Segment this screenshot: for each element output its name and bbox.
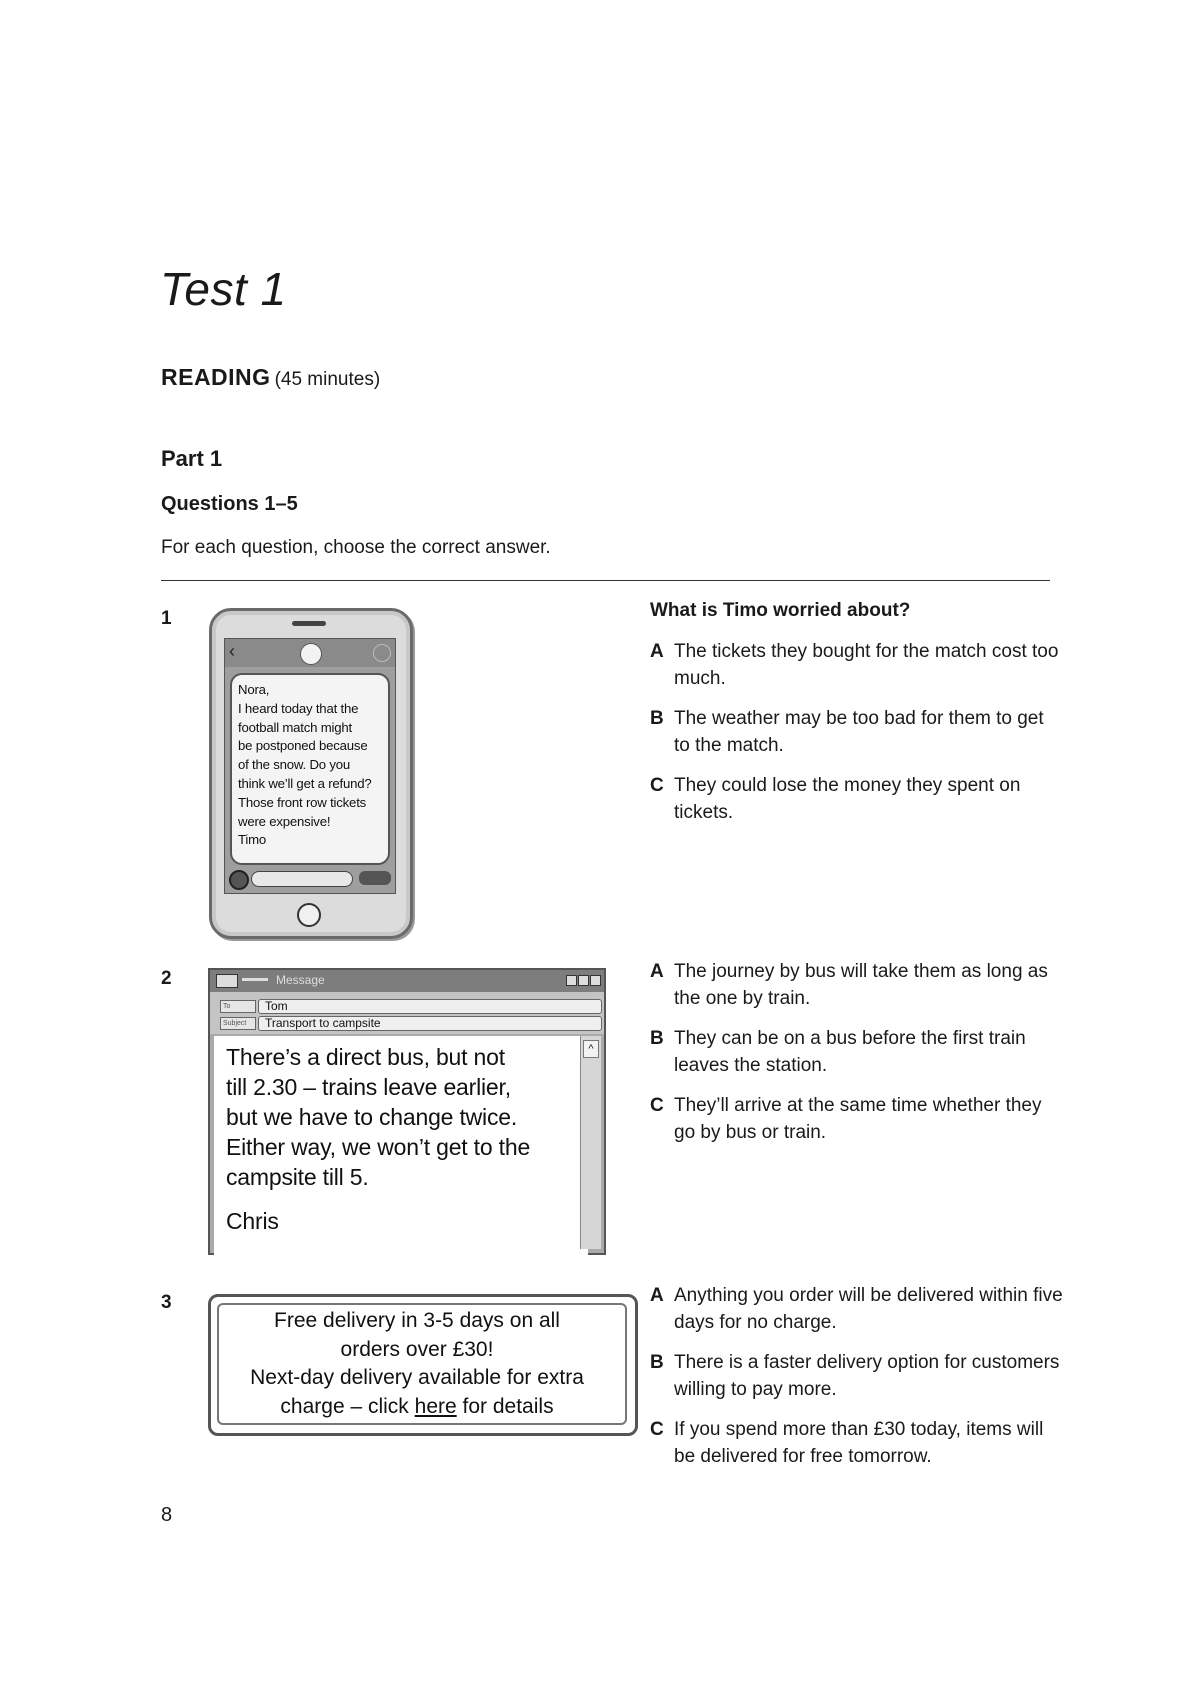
email-signature: Chris (226, 1208, 279, 1234)
option-text: The weather may be too bad for them to get to the match. (674, 708, 1044, 756)
option-letter: B (650, 708, 664, 729)
notice-line: orders over £30! (340, 1337, 494, 1361)
delivery-notice-image (208, 1294, 638, 1436)
email-message-image (208, 968, 606, 1255)
option-text: They could lose the money they spent on tickets. (674, 775, 1021, 823)
message-line: Timo (238, 832, 267, 848)
section-heading (161, 364, 380, 391)
message-line: I heard today that the (238, 700, 359, 716)
questions-range: Questions 1–5 (161, 493, 298, 515)
section-duration: (45 minutes) (274, 369, 381, 390)
option-text: They can be on a bus before the first train leaves the station. (674, 1028, 1026, 1076)
email-body-line: Either way, we won’t get to the (226, 1134, 531, 1160)
message-line: football match might (238, 719, 353, 735)
notice-text: for details (456, 1394, 554, 1418)
option-text: If you spend more than £30 today, items will be delivered for free tomorrow. (674, 1419, 1044, 1467)
option-text: There is a faster delivery option for customers willing to pay more. (674, 1352, 1060, 1400)
question-text-1: What is Timo worried about? (650, 600, 911, 621)
option-letter: A (650, 641, 664, 662)
email-window-title: Message (276, 973, 325, 987)
back-arrow-icon: ‹ (229, 641, 235, 661)
option-text: The tickets they bought for the match cost too much. (674, 641, 1059, 689)
info-icon (373, 644, 391, 662)
message-line: Nora, (238, 682, 270, 697)
option-letter: A (650, 1285, 664, 1306)
question-number-2: 2 (161, 968, 172, 989)
subject-field: Transport to campsite (258, 1016, 602, 1031)
option-1a[interactable] (650, 638, 1064, 692)
email-header (210, 992, 604, 1034)
email-body-line: but we have to change twice. (226, 1104, 518, 1130)
phone-speaker (292, 621, 326, 626)
notice-line (217, 1393, 617, 1422)
option-2c[interactable] (650, 1092, 1064, 1146)
subject-label: Subject (220, 1017, 256, 1030)
notice-line: Next-day delivery available for extra (250, 1366, 584, 1389)
details-link: here (414, 1394, 457, 1418)
option-3c[interactable] (650, 1416, 1066, 1470)
message-line: be postponed because (238, 738, 368, 754)
option-letter: A (650, 961, 664, 982)
message-line: Those front row tickets (238, 794, 367, 810)
instruction-text: For each question, choose the correct answer. (161, 537, 551, 558)
option-letter: C (650, 775, 664, 796)
option-letter: C (650, 1419, 664, 1440)
section-name: READING (161, 364, 271, 390)
email-body-line: till 2.30 – trains leave earlier, (226, 1074, 511, 1100)
test-title: Test 1 (160, 263, 287, 315)
message-line: think we’ll get a refund? (238, 775, 372, 791)
option-1c[interactable] (650, 772, 1064, 826)
option-letter: B (650, 1352, 664, 1373)
to-label: To (220, 1000, 256, 1013)
question-number-3: 3 (161, 1292, 172, 1313)
avatar-icon (300, 643, 322, 665)
scroll-up-icon: ^ (583, 1040, 599, 1058)
phone-message-image (209, 608, 413, 939)
notice-line: Free delivery in 3-5 days on all (274, 1309, 560, 1332)
option-text: They’ll arrive at the same time whether they go by bus or train. (674, 1095, 1042, 1143)
maximize-icon (578, 975, 589, 986)
email-body (214, 1036, 588, 1255)
email-body-line: There’s a direct bus, but not (226, 1044, 505, 1070)
option-text: The journey by bus will take them as long as the one by train. (674, 961, 1048, 1009)
to-field: Tom (258, 999, 602, 1014)
phone-topbar (225, 639, 395, 667)
send-button-icon (359, 871, 391, 885)
microphone-icon (229, 870, 249, 890)
notice-text: charge – click (280, 1394, 415, 1418)
option-text: Anything you order will be delivered within five days for no charge. (674, 1285, 1063, 1333)
option-3b[interactable] (650, 1349, 1064, 1403)
delivery-notice-text (217, 1307, 617, 1421)
option-2b[interactable] (650, 1025, 1064, 1079)
email-body-line: campsite till 5. (226, 1164, 369, 1190)
divider-rule (161, 580, 1050, 581)
home-button-icon (297, 903, 321, 927)
text-message-bubble (230, 673, 390, 865)
minimize-icon (566, 975, 577, 986)
envelope-icon (216, 974, 238, 988)
message-line: were expensive! (238, 813, 331, 829)
option-letter: C (650, 1095, 664, 1116)
option-letter: B (650, 1028, 664, 1049)
email-titlebar (210, 970, 604, 992)
option-2a[interactable] (650, 958, 1064, 1012)
close-icon (590, 975, 601, 986)
page-number: 8 (161, 1504, 173, 1526)
option-3a[interactable] (650, 1282, 1064, 1336)
question-number-1: 1 (161, 608, 172, 629)
arrow-icon (242, 978, 268, 981)
email-scrollbar (580, 1036, 601, 1249)
phone-input-field (251, 871, 353, 887)
phone-screen (224, 638, 396, 894)
message-line: of the snow. Do you (238, 757, 351, 773)
option-1b[interactable] (650, 705, 1064, 759)
part-heading: Part 1 (161, 446, 223, 471)
